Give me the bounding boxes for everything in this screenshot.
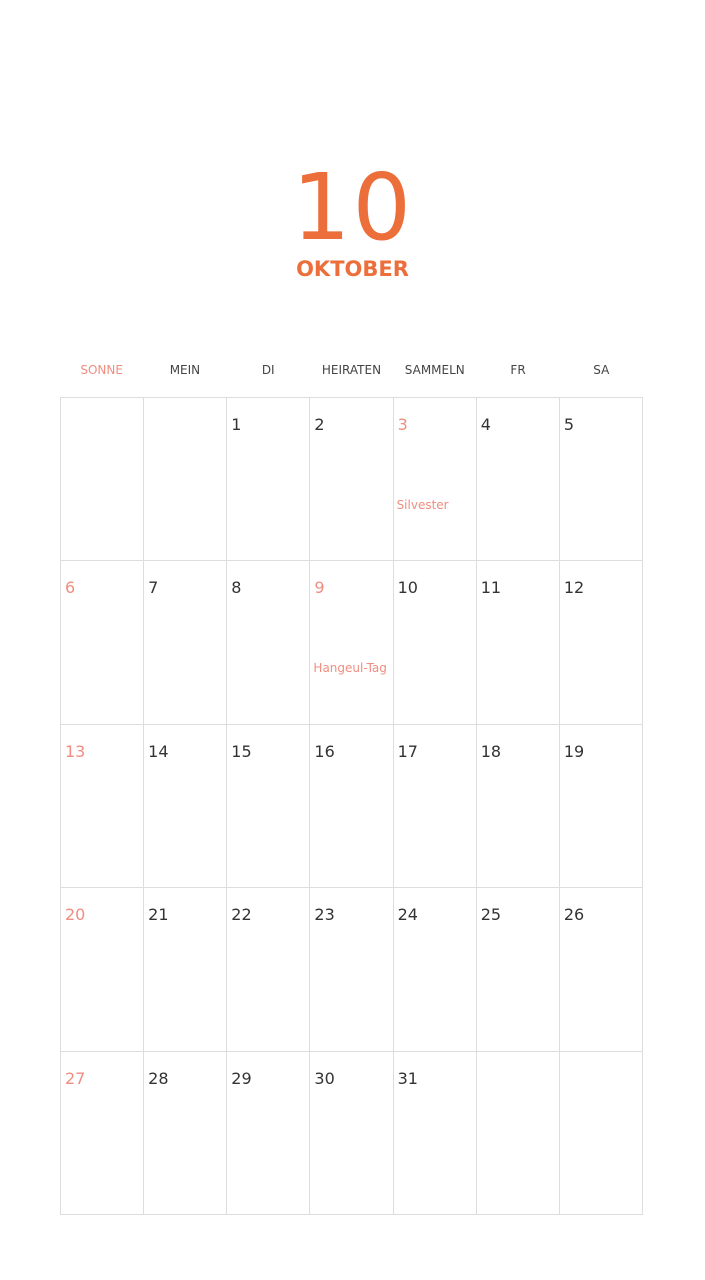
- calendar-day-cell[interactable]: [477, 1052, 560, 1215]
- calendar-day-cell[interactable]: [560, 725, 643, 888]
- day-number: 24: [397, 905, 418, 925]
- day-number: 2: [314, 415, 325, 434]
- day-number: 7: [148, 578, 159, 598]
- calendar-day-cell[interactable]: [310, 888, 393, 1051]
- day-number: 29: [231, 1068, 252, 1088]
- calendar-day-cell[interactable]: [310, 561, 393, 724]
- day-number: 3: [397, 415, 408, 434]
- day-number: 19: [563, 741, 585, 761]
- calendar-day-cell[interactable]: [144, 561, 227, 724]
- weekday-sunday: SONNE: [80, 363, 123, 377]
- day-number: 31: [397, 1068, 418, 1088]
- calendar-grid: [60, 397, 643, 1215]
- day-number: 11: [480, 578, 502, 598]
- calendar-day-cell[interactable]: [394, 1052, 477, 1215]
- calendar-day-cell[interactable]: [227, 888, 310, 1051]
- weekday-header-row: [60, 358, 643, 382]
- month-name: OKTOBER: [296, 257, 409, 281]
- day-number: 22: [231, 905, 252, 925]
- day-number: 28: [148, 1068, 169, 1088]
- day-number: 6: [65, 578, 76, 598]
- calendar-day-cell[interactable]: [61, 398, 144, 561]
- calendar-day-cell[interactable]: [144, 1052, 227, 1215]
- day-number: 23: [314, 905, 335, 925]
- day-number: 4: [480, 415, 491, 434]
- weekday-tuesday: DI: [261, 363, 275, 377]
- day-number: 15: [231, 741, 252, 761]
- calendar-day-cell[interactable]: [477, 398, 560, 561]
- calendar-day-cell[interactable]: [310, 1052, 393, 1215]
- calendar-day-cell[interactable]: [394, 398, 477, 561]
- day-number: 14: [148, 741, 169, 761]
- holiday-label: Silvester: [396, 498, 449, 512]
- day-number: 30: [314, 1068, 335, 1088]
- calendar-day-cell[interactable]: [227, 398, 310, 561]
- day-number: 12: [563, 578, 585, 598]
- day-number: 13: [65, 741, 86, 761]
- calendar-day-cell[interactable]: [560, 398, 643, 561]
- calendar-day-cell[interactable]: [227, 725, 310, 888]
- calendar-day-cell[interactable]: [477, 725, 560, 888]
- calendar-day-cell[interactable]: [560, 561, 643, 724]
- calendar-day-cell[interactable]: [477, 888, 560, 1051]
- calendar-day-cell[interactable]: [61, 888, 144, 1051]
- weekday-monday: MEIN: [169, 363, 201, 377]
- calendar-day-cell[interactable]: [61, 725, 144, 888]
- calendar-day-cell[interactable]: [394, 725, 477, 888]
- day-number: 18: [480, 741, 502, 761]
- day-number: 1: [231, 415, 242, 434]
- calendar-day-cell[interactable]: [394, 561, 477, 724]
- calendar-day-cell[interactable]: [560, 888, 643, 1051]
- day-number: 5: [563, 415, 575, 434]
- holiday-label: Hangeul-Tag: [313, 661, 387, 676]
- day-number: 21: [148, 905, 169, 925]
- month-header: [0, 154, 705, 282]
- day-number: 27: [65, 1068, 86, 1088]
- calendar-day-cell[interactable]: [477, 561, 560, 724]
- calendar-day-cell[interactable]: [144, 725, 227, 888]
- calendar-day-cell[interactable]: [227, 561, 310, 724]
- calendar-day-cell[interactable]: [61, 1052, 144, 1215]
- calendar-day-cell[interactable]: [61, 561, 144, 724]
- weekday-wednesday: HEIRATEN: [321, 363, 382, 377]
- day-number: 25: [480, 905, 502, 925]
- weekday-saturday: SA: [593, 363, 610, 377]
- day-number: 26: [563, 905, 585, 925]
- calendar-day-cell[interactable]: [310, 725, 393, 888]
- month-number: 10: [291, 154, 414, 261]
- day-number: 16: [314, 741, 335, 761]
- calendar-day-cell[interactable]: [310, 398, 393, 561]
- day-number: 17: [397, 741, 418, 761]
- calendar-day-cell[interactable]: [144, 398, 227, 561]
- day-number: 10: [397, 578, 418, 598]
- day-number: 20: [65, 905, 86, 925]
- weekday-thursday: SAMMELN: [404, 363, 465, 377]
- weekday-friday: FR: [510, 363, 526, 377]
- calendar-day-cell[interactable]: [227, 1052, 310, 1215]
- day-number: 8: [231, 578, 242, 598]
- calendar-day-cell[interactable]: [394, 888, 477, 1051]
- day-number: 9: [314, 578, 325, 598]
- calendar-day-cell[interactable]: [144, 888, 227, 1051]
- calendar-day-cell[interactable]: [560, 1052, 643, 1215]
